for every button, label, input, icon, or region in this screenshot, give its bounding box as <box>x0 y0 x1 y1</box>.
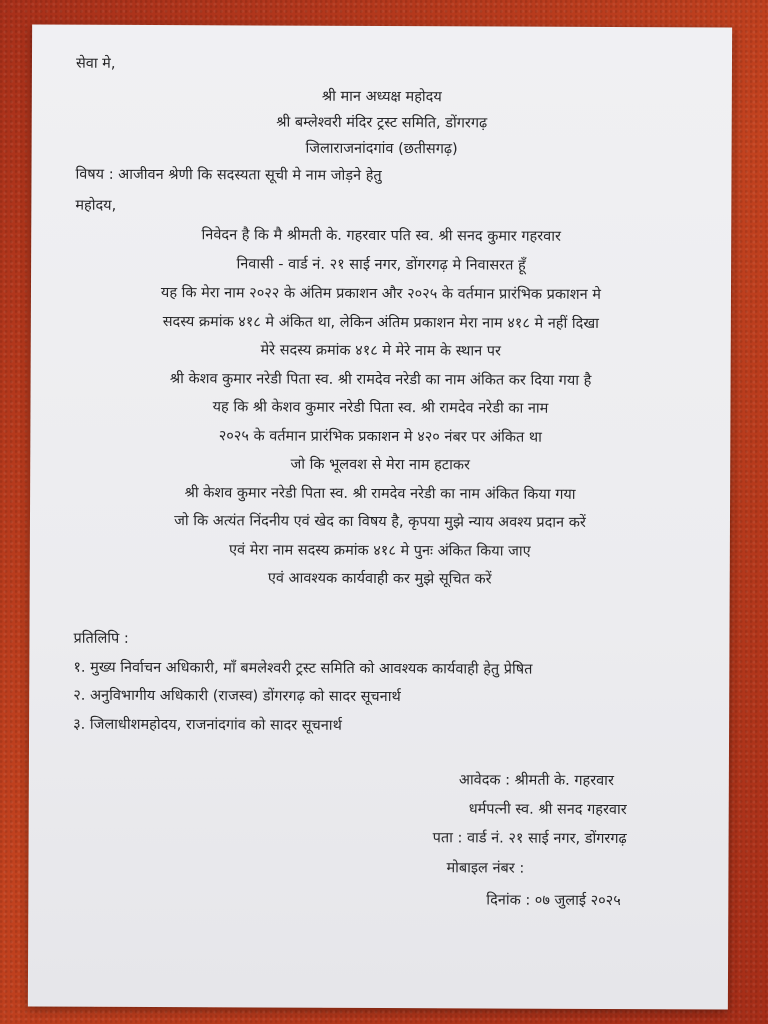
body-line: यह कि श्री केशव कुमार नरेडी पिता स्व. श्री रामदेव नरेडी का नाम <box>212 399 549 417</box>
copy-item: २. अनुविभागीय अधिकारी (राजस्व) डोंगरगढ़ को सादर सूचनार्थ <box>73 687 401 706</box>
greeting: महोदय, <box>75 197 117 214</box>
copy-item: ३. जिलाधीशमहोदय, राजनांदगांव को सादर सूचनार्थ <box>73 716 342 734</box>
body-line: एवं मेरा नाम सदस्य क्रमांक ४१८ मे पुनः अंकित किया जाए <box>229 542 531 560</box>
body-line: निवेदन है कि मै श्रीमती के. गहरवार पति स्व. श्री सनद कुमार गहरवार <box>201 227 561 245</box>
body-line: २०२५ के वर्तमान प्रारंभिक प्रकाशन मे ४२० नंबर पर अंकित था <box>218 428 542 446</box>
copy-item: १. मुख्य निर्वाचन अधिकारी, माँ बमलेश्वरी ट्रस्ट समिति को आवश्यक कार्यवाही हेतु प्रेषित <box>73 659 533 678</box>
body-line: एवं आवश्यक कार्यवाही कर मुझे सूचित करें <box>267 570 492 588</box>
recipient-district: जिलाराजनांदगांव (छतीसगढ़) <box>305 140 458 158</box>
body-line: जो कि भूलवश से मेरा नाम हटाकर <box>290 456 470 474</box>
body-line: जो कि अत्यंत निंदनीय एवं खेद का विषय है, कृपया मुझे न्याय अवश्य प्रदान करें <box>174 513 586 531</box>
applicant-mobile: मोबाइल नंबर : <box>446 860 525 877</box>
letter-date: दिनांक : ०७ जुलाई २०२५ <box>486 892 621 910</box>
salutation: सेवा मे, <box>75 55 116 72</box>
body-line: मेरे सदस्य क्रमांक ४१८ मे मेरे नाम के स्थान पर <box>260 342 501 360</box>
applicant-name: आवेदक : श्रीमती के. गहरवार <box>458 772 614 790</box>
body-line: सदस्य क्रमांक ४१८ मे अंकित था, लेकिन अंतिम प्रकाशन मेरा नाम ४१८ मे नहीं दिखा <box>162 314 599 332</box>
copy-heading: प्रतिलिपि : <box>73 630 129 647</box>
recipient-title: श्री मान अध्यक्ष महोदय <box>321 88 442 106</box>
letter-page <box>28 24 732 1009</box>
body-line: यह कि मेरा नाम २०२२ के अंतिम प्रकाशन और २०२५ के वर्तमान प्रारंभिक प्रकाशन मे <box>160 285 602 303</box>
body-line: श्री केशव कुमार नरेडी पिता स्व. श्री रामदेव नरेडी का नाम अंकित किया गया <box>184 485 576 503</box>
body-line: श्री केशव कुमार नरेडी पिता स्व. श्री रामदेव नरेडी का नाम अंकित कर दिया गया है <box>169 371 592 389</box>
applicant-address: पता : वार्ड नं. २१ साई नगर, डोंगरगढ़ <box>432 830 627 848</box>
subject-line: विषय : आजीवन श्रेणी कि सदस्यता सूची मे नाम जोड़ने हेतु <box>75 166 382 185</box>
applicant-spouse: धर्मपत्नी स्व. श्री सनद गहरवार <box>468 801 627 819</box>
body-line: निवासी - वार्ड नं. २१ साई नगर, डोंगरगढ़ मे निवासरत हूँ <box>236 256 526 274</box>
recipient-organization: श्री बम्लेश्वरी मंदिर ट्रस्ट समिति, डोंगरगढ़ <box>276 114 488 132</box>
